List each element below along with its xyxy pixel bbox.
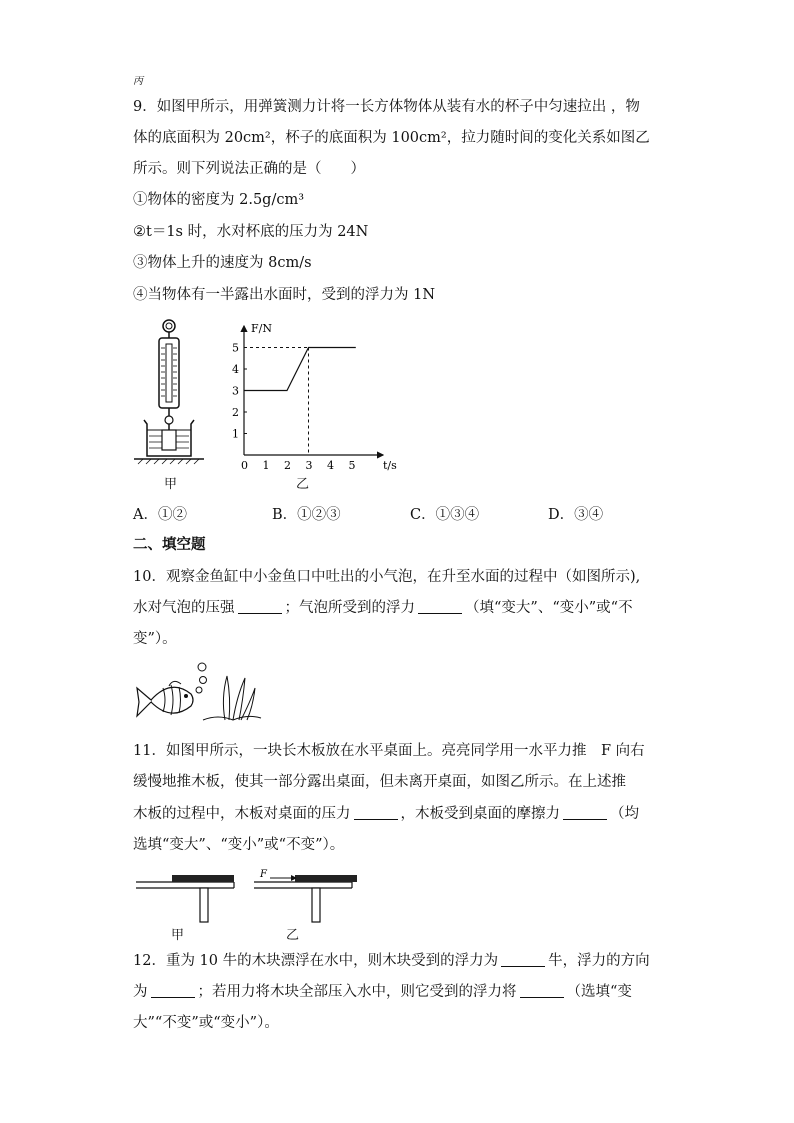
x-tick-label: 3 (305, 459, 313, 472)
fig9-caption-right: 乙 (296, 477, 310, 492)
q12-text-b: 牛，浮力的方向 (548, 953, 650, 969)
option-d[interactable]: D．③④ (548, 507, 604, 523)
q9-statement-1: ①物体的密度为 2.5g/cm³ (133, 192, 305, 208)
board-table-figure (136, 868, 361, 930)
q10-blank-2[interactable] (418, 599, 462, 614)
q11-blank-2[interactable] (563, 805, 607, 820)
fig11-caption-left: 甲 (171, 928, 185, 943)
q12-line-2 (133, 982, 632, 1002)
y-tick-label: 1 (232, 427, 239, 441)
x-axis-label: t/s (383, 459, 397, 472)
option-b[interactable]: B．①②③ (272, 507, 341, 523)
q9-statement-4: ④当物体有一半露出水面时，受到的浮力为 1N (133, 287, 436, 303)
q12-text-e: （选填“变 (566, 984, 632, 1000)
x-tick-label: 2 (284, 459, 291, 472)
q11-blank-1[interactable] (354, 805, 398, 820)
q10-line-2 (133, 598, 633, 618)
q11-text-c: （均 (610, 806, 639, 822)
y-tick-label: 2 (232, 406, 239, 419)
y-tick-label: 5 (232, 341, 239, 355)
force-arrow-label: F (260, 869, 267, 880)
section-title: 二、填空题 (133, 537, 206, 553)
q12-line-1 (133, 951, 650, 971)
q9-line-2: 体的底面积为 20cm²，杯子的底面积为 100cm²，拉力随时间的变化关系如图乙 (133, 130, 650, 146)
q12-line-3: 大”“不变”或“变小”）。 (133, 1015, 279, 1031)
q10-text-b: ；气泡所受到的浮力 (284, 600, 415, 616)
q10-blank-1[interactable] (238, 599, 282, 614)
q9-statement-2: ②t＝1s 时，水对杯底的压力为 24N (133, 224, 369, 240)
q11-line-3 (133, 804, 639, 824)
fig9-caption-left: 甲 (164, 477, 178, 492)
option-c[interactable]: C．①③④ (410, 507, 480, 523)
x-tick-label: 0 (241, 459, 248, 472)
q12-text-a: 12．重为 10 牛的木块漂浮在水中，则木块受到的浮力为 (133, 953, 499, 969)
force-series-line (244, 348, 356, 391)
q9-line-1: 9．如图甲所示，用弹簧测力计将一长方体物体从装有水的杯子中匀速拉出 ，物 (133, 99, 640, 115)
q11-text-b: ，木板受到桌面的摩擦力 (400, 806, 560, 822)
y-axis-label: F/N (251, 322, 272, 335)
option-a[interactable]: A．①② (133, 507, 187, 523)
spring-scale-figure (132, 318, 208, 468)
y-tick-label: 4 (232, 363, 239, 376)
q11-line-4: 选填“变大”、“变小”或“不变”）。 (133, 837, 345, 853)
force-time-chart (225, 318, 405, 473)
header-mark: 丙 (133, 76, 143, 87)
q12-text-c: 为 (133, 984, 148, 1000)
q11-text-a: 木板的过程中，木板对桌面的压力 (133, 806, 351, 822)
fig11-caption-right: 乙 (286, 928, 300, 943)
x-tick-label: 4 (327, 459, 334, 472)
q10-line-1: 10．观察金鱼缸中小金鱼口中吐出的小气泡，在升至水面的过程中（如图所示), (133, 569, 641, 585)
q10-line-3: 变”）。 (133, 631, 177, 647)
goldfish-figure (133, 660, 268, 725)
q12-blank-2[interactable] (151, 983, 195, 998)
q10-text-c: （填“变大”、“变小”或“不 (465, 600, 633, 616)
q12-blank-1[interactable] (501, 952, 545, 967)
q11-line-1: 11．如图甲所示，一块长木板放在水平桌面上。亮亮同学用一水平力推 F 向右 (133, 743, 645, 759)
q9-statement-3: ③物体上升的速度为 8cm/s (133, 255, 312, 271)
q12-blank-3[interactable] (520, 983, 564, 998)
q12-text-d: ；若用力将木块全部压入水中，则它受到的浮力将 (197, 984, 517, 1000)
x-tick-label: 5 (348, 459, 356, 472)
y-tick-label: 3 (232, 384, 239, 398)
q9-line-3: 所示。则下列说法正确的是（ ） (133, 161, 365, 177)
q11-line-2: 缓慢地推木板，使其一部分露出桌面，但未离开桌面，如图乙所示。在上述推 (133, 774, 626, 790)
x-tick-label: 1 (262, 459, 270, 472)
q10-text-a: 水对气泡的压强 (133, 600, 235, 616)
